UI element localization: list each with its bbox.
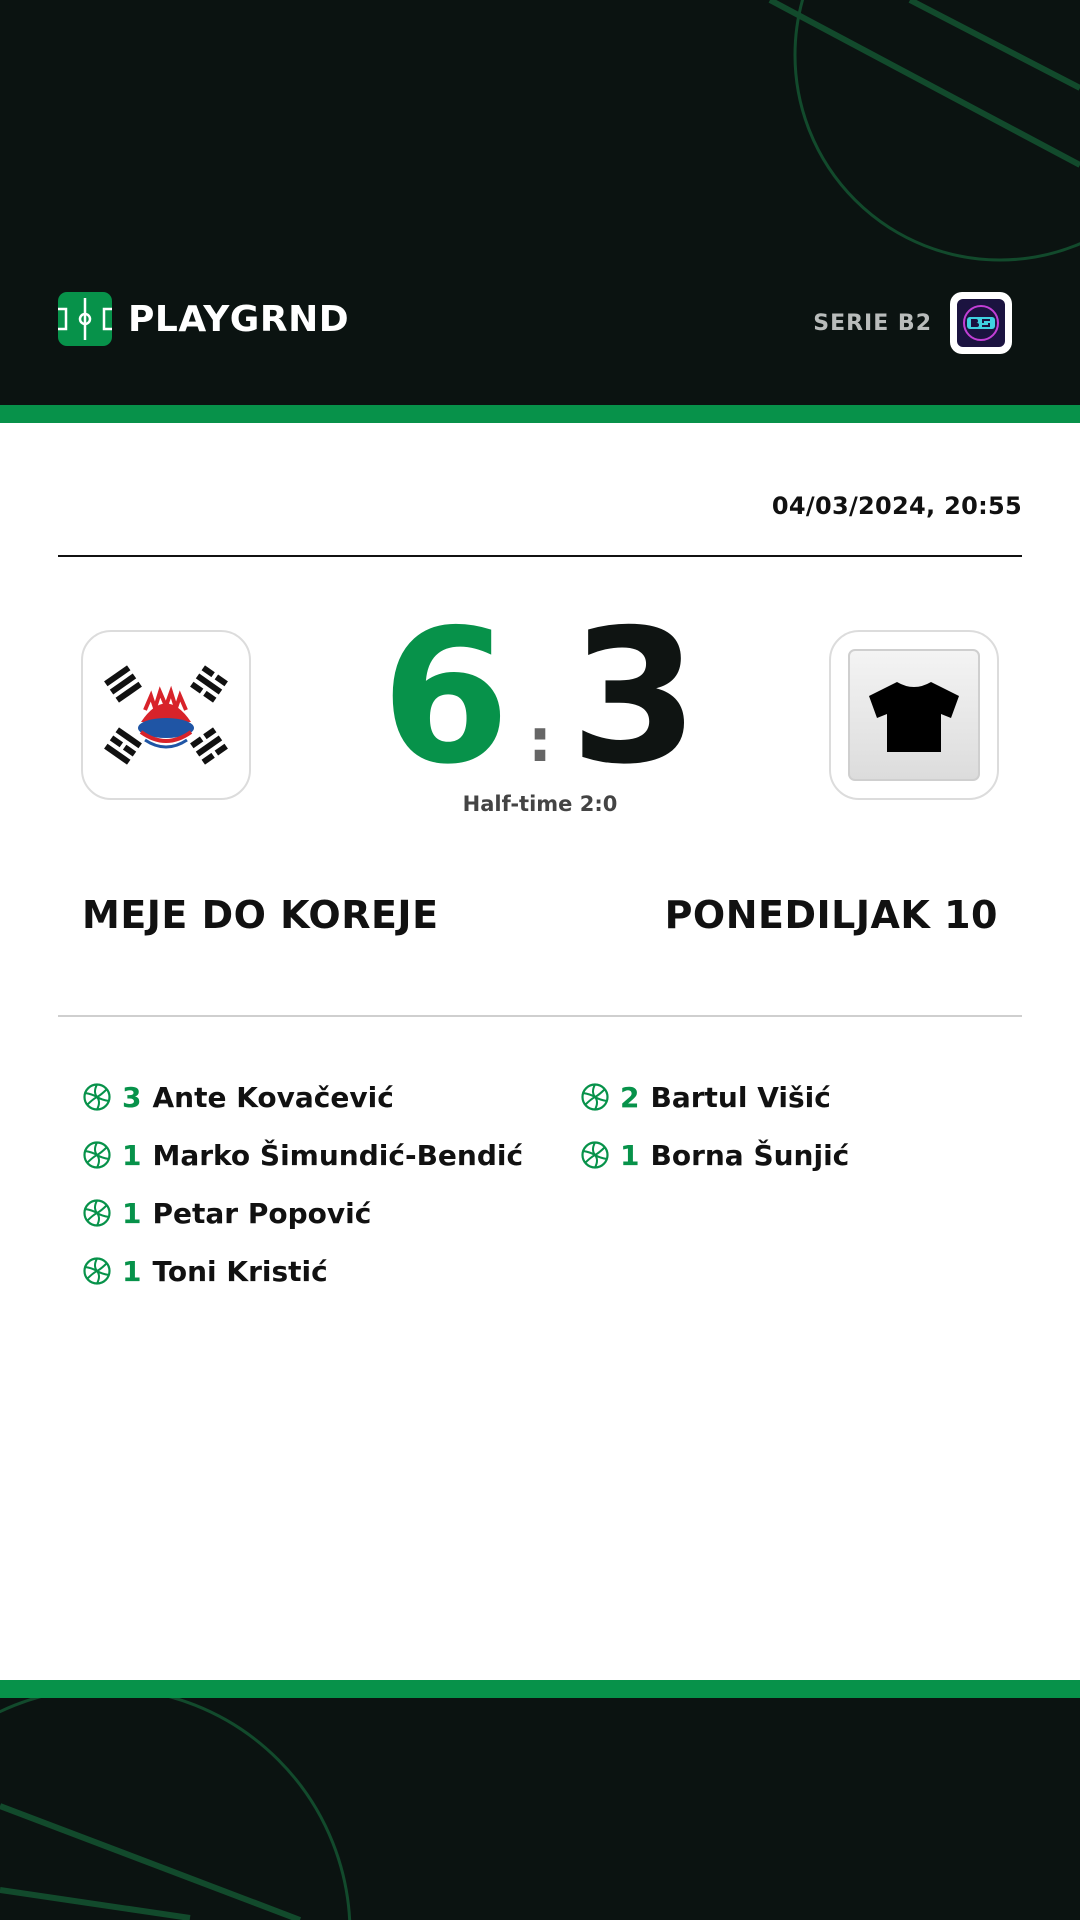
header-accent-stripe — [0, 405, 1080, 423]
scorer-name: Toni Kristić — [152, 1254, 328, 1288]
soccer-ball-icon — [580, 1140, 610, 1170]
match-datetime: 04/03/2024, 20:55 — [771, 492, 1022, 520]
pitch-icon — [58, 292, 112, 346]
footer — [0, 1698, 1080, 1920]
divider — [58, 1015, 1022, 1017]
goal-count: 1 — [122, 1254, 142, 1288]
home-team-name: MEJE DO KOREJE — [82, 893, 439, 937]
league-logo-graphic — [961, 303, 1001, 343]
home-scorers-list — [82, 1068, 523, 1300]
black-jersey-icon — [847, 648, 981, 782]
korea-flag-crest-icon — [101, 660, 231, 770]
list-item — [82, 1184, 523, 1242]
brand — [58, 292, 349, 346]
header — [0, 0, 1080, 405]
soccer-ball-icon — [82, 1140, 112, 1170]
divider — [58, 555, 1022, 557]
goal-count: 3 — [122, 1080, 142, 1114]
goal-count: 1 — [620, 1138, 640, 1172]
soccer-ball-icon — [82, 1082, 112, 1112]
home-team-logo — [81, 630, 251, 800]
list-item — [580, 1068, 849, 1126]
pitch-decoration — [0, 1698, 1080, 1920]
brand-name: PLAYGRND — [128, 298, 350, 340]
scorer-name: Ante Kovačević — [152, 1080, 394, 1114]
soccer-ball-icon — [82, 1256, 112, 1286]
score-separator: : — [528, 706, 552, 776]
goal-count: 2 — [620, 1080, 640, 1114]
league-b2-badge-icon — [950, 292, 1012, 354]
away-score: 3 — [570, 589, 699, 805]
league — [813, 292, 1012, 354]
soccer-ball-icon — [82, 1198, 112, 1228]
away-team-name: PONEDILJAK 10 — [664, 893, 998, 937]
footer-accent-stripe — [0, 1680, 1080, 1698]
goal-count: 1 — [122, 1138, 142, 1172]
scorer-name: Bartul Višić — [650, 1080, 831, 1114]
soccer-ball-icon — [580, 1082, 610, 1112]
home-score: 6 — [381, 589, 510, 805]
scorer-name: Marko Šimundić-Bendić — [152, 1138, 524, 1172]
list-item — [580, 1126, 849, 1184]
list-item — [82, 1126, 523, 1184]
goal-count: 1 — [122, 1196, 142, 1230]
halftime-score: Half-time 2:0 — [462, 792, 618, 816]
league-name: SERIE B2 — [813, 310, 932, 336]
away-scorers-list — [580, 1068, 849, 1184]
scorer-name: Petar Popović — [152, 1196, 372, 1230]
scorer-name: Borna Šunjić — [650, 1138, 850, 1172]
list-item — [82, 1242, 523, 1300]
away-team-logo — [829, 630, 999, 800]
list-item — [82, 1068, 523, 1126]
